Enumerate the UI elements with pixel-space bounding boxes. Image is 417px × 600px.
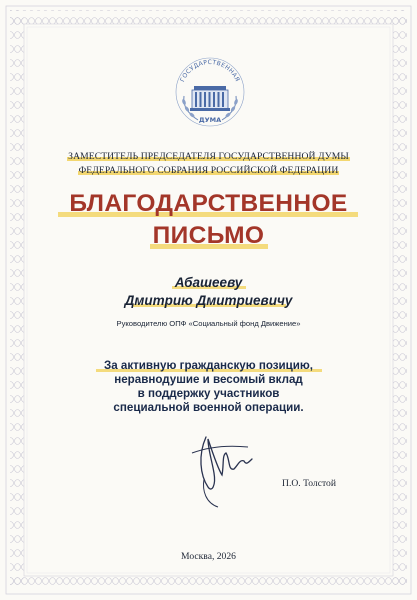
- issuer-line-2: [40, 165, 377, 177]
- issuer-line-1-text: ЗАМЕСТИТЕЛЬ ПРЕДСЕДАТЕЛЯ ГОСУДАРСТВЕННОЙ ДУМЫ: [68, 151, 349, 162]
- issuer-line-2-text: ФЕДЕРАЛЬНОГО СОБРАНИЯ РОССИЙСКОЙ ФЕДЕРАЦИИ: [78, 165, 339, 176]
- document-title-line-2: ПИСЬМО: [152, 222, 265, 249]
- merit-line-2: неравнодушие и весомый вклад: [114, 373, 303, 386]
- document-title-line-1: БЛАГОДАРСТВЕННОЕ: [69, 190, 348, 217]
- state-duma-emblem-icon: [172, 52, 248, 128]
- merit-line-4: специальной военной операции.: [113, 401, 304, 414]
- signer-name: П.О. Толстой: [282, 478, 336, 489]
- merit-line-1: За активную гражданскую позицию,: [103, 359, 314, 372]
- place-and-date: Москва, 2026: [181, 551, 236, 562]
- issuer-line-1: [40, 151, 377, 163]
- recipient-position: Руководителю ОПФ «Социальный фонд Движение»: [116, 319, 301, 328]
- merit-line-3: в поддержку участников: [137, 387, 280, 400]
- recipient-given-names: Дмитрию Дмитриевичу: [124, 293, 293, 308]
- recipient-surname: Абашееву: [174, 275, 243, 290]
- emblem-bottom-text: ДУМА: [198, 116, 222, 124]
- handwritten-signature: [178, 425, 268, 515]
- svg-text:ГОСУДАРСТВЕННАЯ: [179, 59, 241, 83]
- emblem-arc-text: ГОСУДАРСТВЕННАЯ: [179, 58, 241, 84]
